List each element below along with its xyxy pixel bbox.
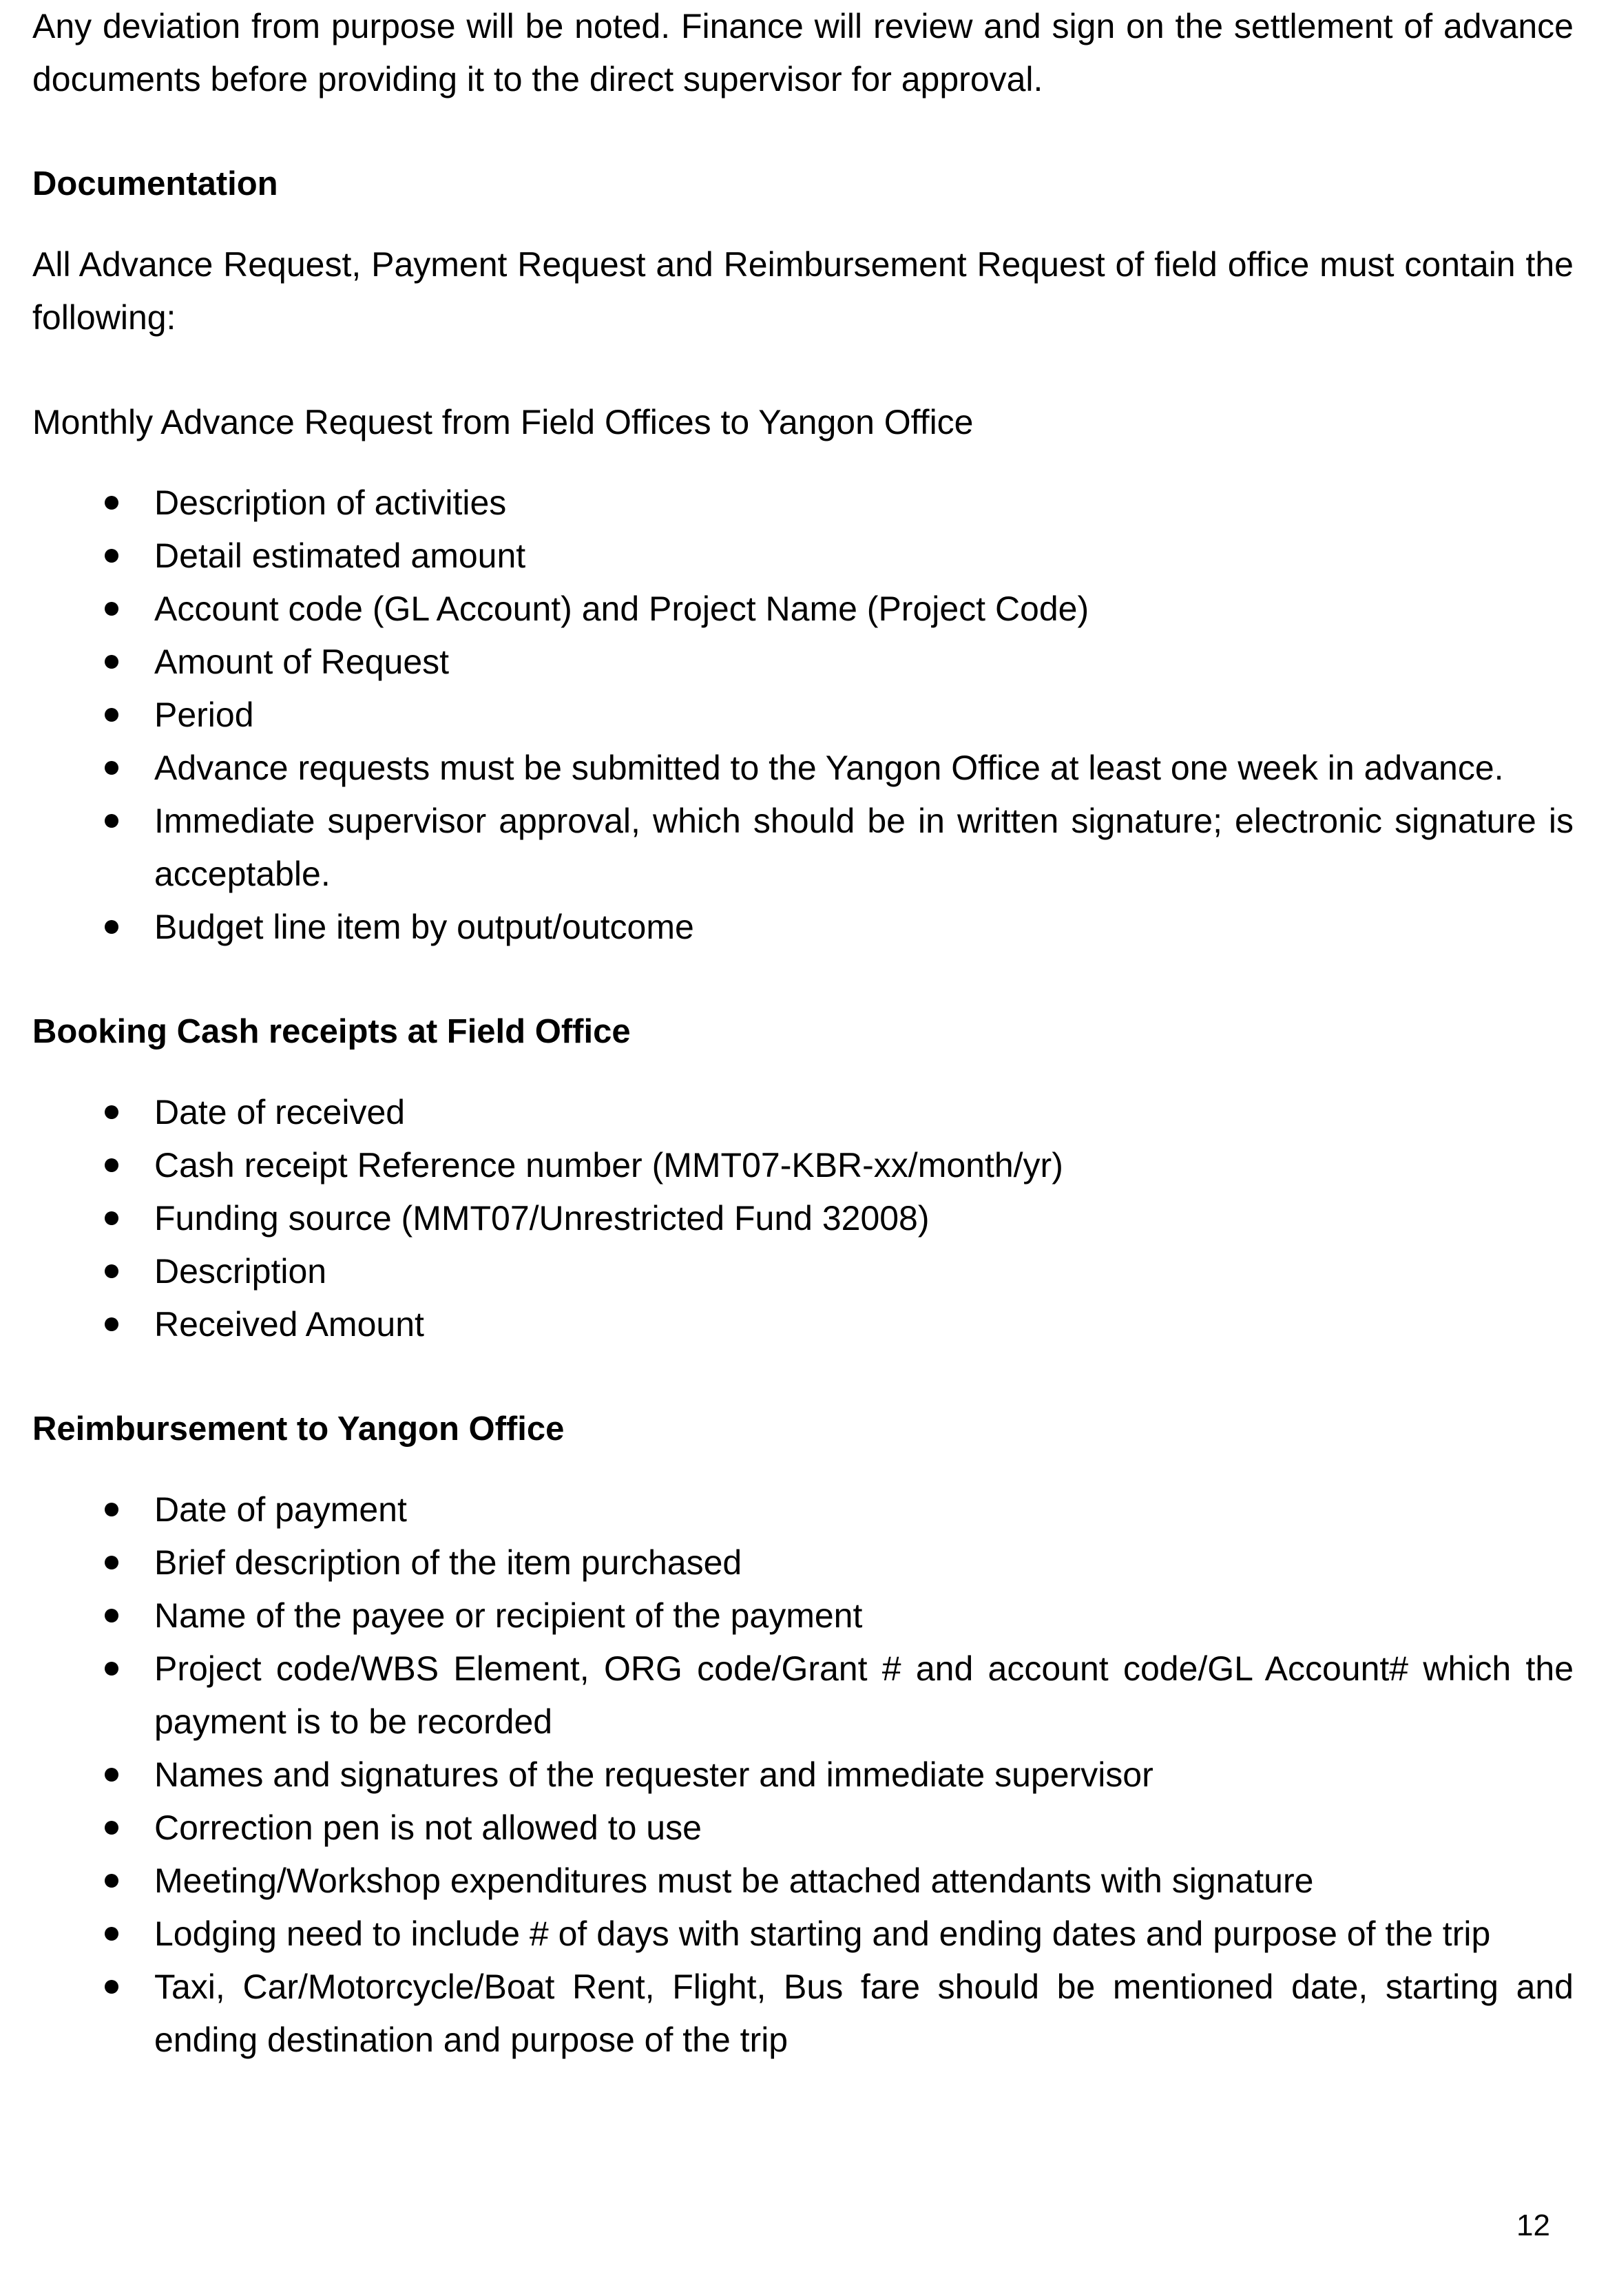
bullet-icon bbox=[105, 708, 118, 722]
list-item-text: Immediate supervisor approval, which should be in written signature; electronic signature is acceptable. bbox=[154, 802, 1574, 893]
list-item-text: Description bbox=[154, 1252, 327, 1291]
list-item-text: Lodging need to include # of days with starting and ending dates and purpose of the trip bbox=[154, 1914, 1491, 1953]
list-item-text: Period bbox=[154, 696, 254, 734]
list-item bbox=[32, 1589, 1574, 1642]
spacer bbox=[32, 344, 1574, 396]
list-item bbox=[32, 1139, 1574, 1192]
list-item bbox=[32, 1908, 1574, 1961]
spacer bbox=[32, 449, 1574, 477]
list-item bbox=[32, 795, 1574, 901]
bullet-icon bbox=[105, 1768, 118, 1782]
list-item bbox=[32, 636, 1574, 689]
bullet-icon bbox=[105, 1874, 118, 1888]
list-item bbox=[32, 1642, 1574, 1749]
list-item-text: Received Amount bbox=[154, 1305, 424, 1344]
list-item bbox=[32, 1749, 1574, 1802]
bullet-icon bbox=[105, 761, 118, 775]
list-item bbox=[32, 901, 1574, 954]
list-item bbox=[32, 1855, 1574, 1908]
bullet-icon bbox=[105, 496, 118, 510]
list-item-text: Brief description of the item purchased bbox=[154, 1543, 742, 1582]
list-item bbox=[32, 530, 1574, 583]
page-number: 12 bbox=[1516, 2209, 1550, 2242]
list-item bbox=[32, 1192, 1574, 1245]
bullet-icon bbox=[105, 814, 118, 828]
bullet-icon bbox=[105, 1317, 118, 1331]
list-item-text: Date of payment bbox=[154, 1490, 407, 1529]
bullet-icon bbox=[105, 1821, 118, 1835]
list-item bbox=[32, 1802, 1574, 1855]
reimbursement-heading: Reimbursement to Yangon Office bbox=[32, 1410, 565, 1448]
reimbursement-list bbox=[32, 1483, 1574, 2067]
documentation-paragraph: All Advance Request, Payment Request and Reimbursement Request of field office must contain the following: bbox=[32, 245, 1574, 337]
list-item-text: Funding source (MMT07/Unrestricted Fund 32008) bbox=[154, 1199, 930, 1238]
list-item bbox=[32, 477, 1574, 530]
list-item-text: Advance requests must be submitted to the Yangon Office at least one week in advance. bbox=[154, 749, 1504, 787]
bullet-icon bbox=[105, 1211, 118, 1225]
intro-paragraph: Any deviation from purpose will be noted. Finance will review and sign on the settlement of advance documents before providing it to the direct supervisor for approval. bbox=[32, 7, 1574, 98]
list-item-text: Correction pen is not allowed to use bbox=[154, 1808, 702, 1847]
list-item-text: Taxi, Car/Motorcycle/Boat Rent, Flight, Bus fare should be mentioned date, starting and ending destination and purpose of the trip bbox=[154, 1968, 1574, 2059]
list-item-text: Amount of Request bbox=[154, 643, 450, 681]
list-item-text: Description of activities bbox=[154, 483, 507, 522]
list-item-text: Name of the payee or recipient of the payment bbox=[154, 1596, 863, 1635]
list-item bbox=[32, 1298, 1574, 1351]
monthly-advance-list bbox=[32, 477, 1574, 954]
monthly-advance-title: Monthly Advance Request from Field Offices to Yangon Office bbox=[32, 403, 974, 441]
list-item bbox=[32, 1961, 1574, 2067]
bullet-icon bbox=[105, 1503, 118, 1516]
bullet-icon bbox=[105, 1158, 118, 1172]
bullet-icon bbox=[105, 1980, 118, 1994]
bullet-icon bbox=[105, 1105, 118, 1119]
list-item bbox=[32, 689, 1574, 742]
list-item-text: Cash receipt Reference number (MMT07-KBR-xx/month/yr) bbox=[154, 1146, 1063, 1184]
list-item-text: Date of received bbox=[154, 1093, 406, 1131]
bullet-icon bbox=[105, 655, 118, 669]
bullet-icon bbox=[105, 1609, 118, 1622]
spacer bbox=[32, 1058, 1574, 1086]
bullet-icon bbox=[105, 1662, 118, 1676]
list-item-text: Names and signatures of the requester and immediate supervisor bbox=[154, 1755, 1153, 1794]
list-item-text: Budget line item by output/outcome bbox=[154, 908, 694, 946]
list-item bbox=[32, 583, 1574, 636]
spacer bbox=[32, 954, 1574, 1005]
bullet-icon bbox=[105, 1264, 118, 1278]
bullet-icon bbox=[105, 1927, 118, 1941]
list-item-text: Meeting/Workshop expenditures must be attached attendants with signature bbox=[154, 1861, 1314, 1900]
spacer bbox=[32, 1456, 1574, 1483]
list-item-text: Project code/WBS Element, ORG code/Grant # and account code/GL Account# which the payment is to be recorded bbox=[154, 1649, 1574, 1741]
list-item bbox=[32, 1086, 1574, 1139]
list-item-text: Account code (GL Account) and Project Name (Project Code) bbox=[154, 589, 1089, 628]
list-item bbox=[32, 1536, 1574, 1589]
list-item bbox=[32, 742, 1574, 795]
booking-cash-list bbox=[32, 1086, 1574, 1351]
list-item bbox=[32, 1483, 1574, 1536]
bullet-icon bbox=[105, 1556, 118, 1569]
bullet-icon bbox=[105, 549, 118, 563]
documentation-heading: Documentation bbox=[32, 165, 278, 202]
list-item bbox=[32, 1245, 1574, 1298]
bullet-icon bbox=[105, 602, 118, 616]
bullet-icon bbox=[105, 920, 118, 934]
list-item-text: Detail estimated amount bbox=[154, 536, 526, 575]
spacer bbox=[32, 106, 1574, 158]
booking-cash-heading: Booking Cash receipts at Field Office bbox=[32, 1013, 631, 1050]
spacer bbox=[32, 211, 1574, 238]
spacer bbox=[32, 1351, 1574, 1403]
